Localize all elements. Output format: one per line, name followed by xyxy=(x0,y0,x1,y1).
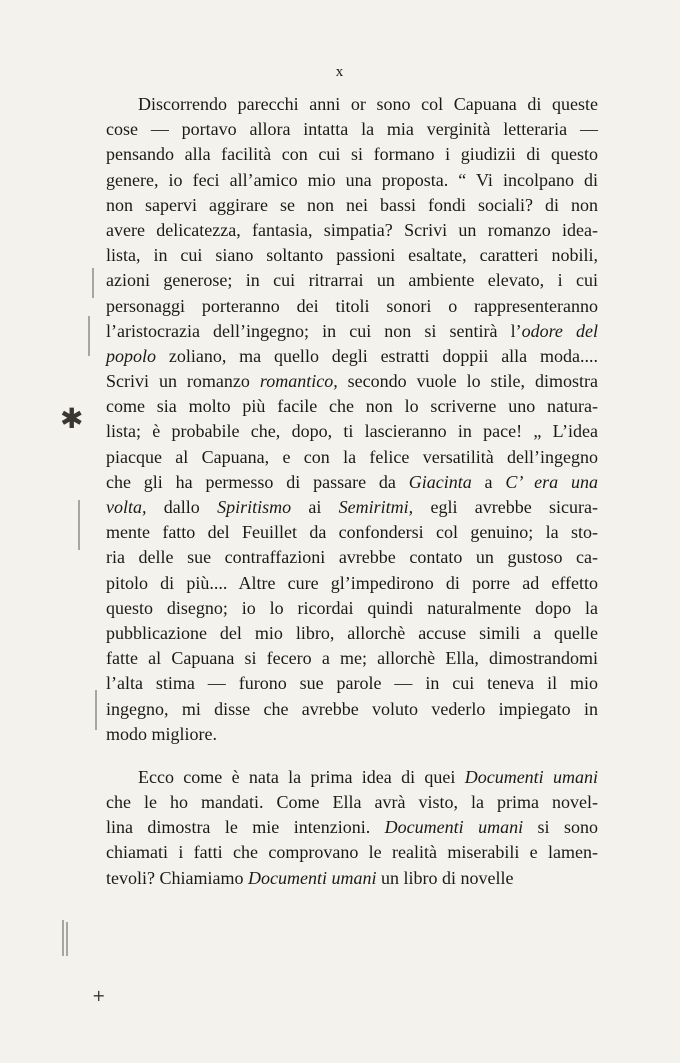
margin-pencil-line xyxy=(62,920,64,956)
text-line: non sapervi aggirare se non nei bassi fondi sociali? di non xyxy=(106,194,598,215)
page-number: x xyxy=(335,64,345,80)
text-line: lina dimostra le mie intenzioni. Documenti umani si sono xyxy=(106,817,598,838)
text-line: lista, in cui siano soltanto passioni esaltate, caratteri nobili, xyxy=(106,245,598,266)
text-line: lista; è probabile che, dopo, ti lascieranno in pace! „ L’idea xyxy=(106,421,598,442)
margin-pencil-line xyxy=(78,500,80,550)
text-line: ingegno, mi disse che avrebbe voluto vederlo impiegato in xyxy=(106,698,598,719)
text-line: pubblicazione del mio libro, allorchè accuse simili a quelle xyxy=(106,622,598,643)
text-line: che le ho mandati. Come Ella avrà visto, la prima novel- xyxy=(106,792,598,813)
text-line: volta, dallo Spiritismo ai Semiritmi, egli avrebbe sicura- xyxy=(106,497,598,517)
text-line: popolo zoliano, ma quello degli estratti doppii alla moda.... xyxy=(106,345,598,366)
text-line: ria delle sue contraffazioni avrebbe contato un gustoso ca- xyxy=(106,547,598,568)
text-line: avere delicatezza, fantasia, simpatia? Scrivi un romanzo idea- xyxy=(106,219,598,240)
text-line: Scrivi un romanzo romantico, secondo vuole lo stile, dimostra xyxy=(106,371,598,392)
text-line: come sia molto più facile che non lo scriverne uno natura- xyxy=(106,396,598,417)
text-line: questo disegno; io lo ricordai quindi naturalmente dopo la xyxy=(106,597,598,618)
text-line: mente fatto del Feuillet da confondersi col genuino; la sto- xyxy=(106,522,598,543)
text-line: tevoli? Chiamiamo Documenti umani un libro di novelle xyxy=(106,867,514,888)
text-line: fatte al Capuana si fecero a me; allorchè Ella, dimostrandomi xyxy=(106,648,598,669)
text-line: che gli ha permesso di passare da Giacinta a C’ era una xyxy=(106,471,598,492)
text-line: cose — portavo allora intatta la mia verginità letteraria — xyxy=(106,119,598,140)
margin-pencil-line xyxy=(95,690,97,730)
margin-pencil-line xyxy=(92,268,94,298)
text-line: Ecco come è nata la prima idea di quei Documenti umani xyxy=(138,766,598,787)
margin-pencil-line xyxy=(88,316,90,356)
text-line: modo migliore. xyxy=(106,723,217,744)
text-line: Discorrendo parecchi anni or sono col Capuana di queste xyxy=(138,94,598,114)
paragraph-gap xyxy=(106,747,598,765)
text-line: personaggi porteranno dei titoli sonori o rappresenteranno xyxy=(106,295,598,316)
text-line: l’aristocrazia dell’ingegno; in cui non si sentirà l’odore del xyxy=(106,320,598,341)
text-line: pitolo di più.... Altre cure gl’impedirono di porre ad effetto xyxy=(106,572,598,593)
text-line: azioni generose; in cui ritrarrai un ambiente elevato, i cui xyxy=(106,270,598,291)
margin-pencil-line xyxy=(66,922,68,956)
margin-asterisk-mark: ✱ xyxy=(60,402,84,435)
margin-cross-mark: + xyxy=(92,986,106,1005)
text-line: pensando alla facilità con cui si formano i giudizii di questo xyxy=(106,144,598,165)
text-line: chiamati i fatti che comprovano le realità miserabili e lamen- xyxy=(106,842,598,863)
body-text xyxy=(106,92,598,891)
text-line: genere, io feci all’amico mio una proposta. “ Vi incolpano di xyxy=(106,169,598,190)
text-line: piacque al Capuana, e con la felice versatilità dell’ingegno xyxy=(106,446,598,467)
text-line: l’alta stima — furono sue parole — in cui teneva il mio xyxy=(106,673,598,694)
